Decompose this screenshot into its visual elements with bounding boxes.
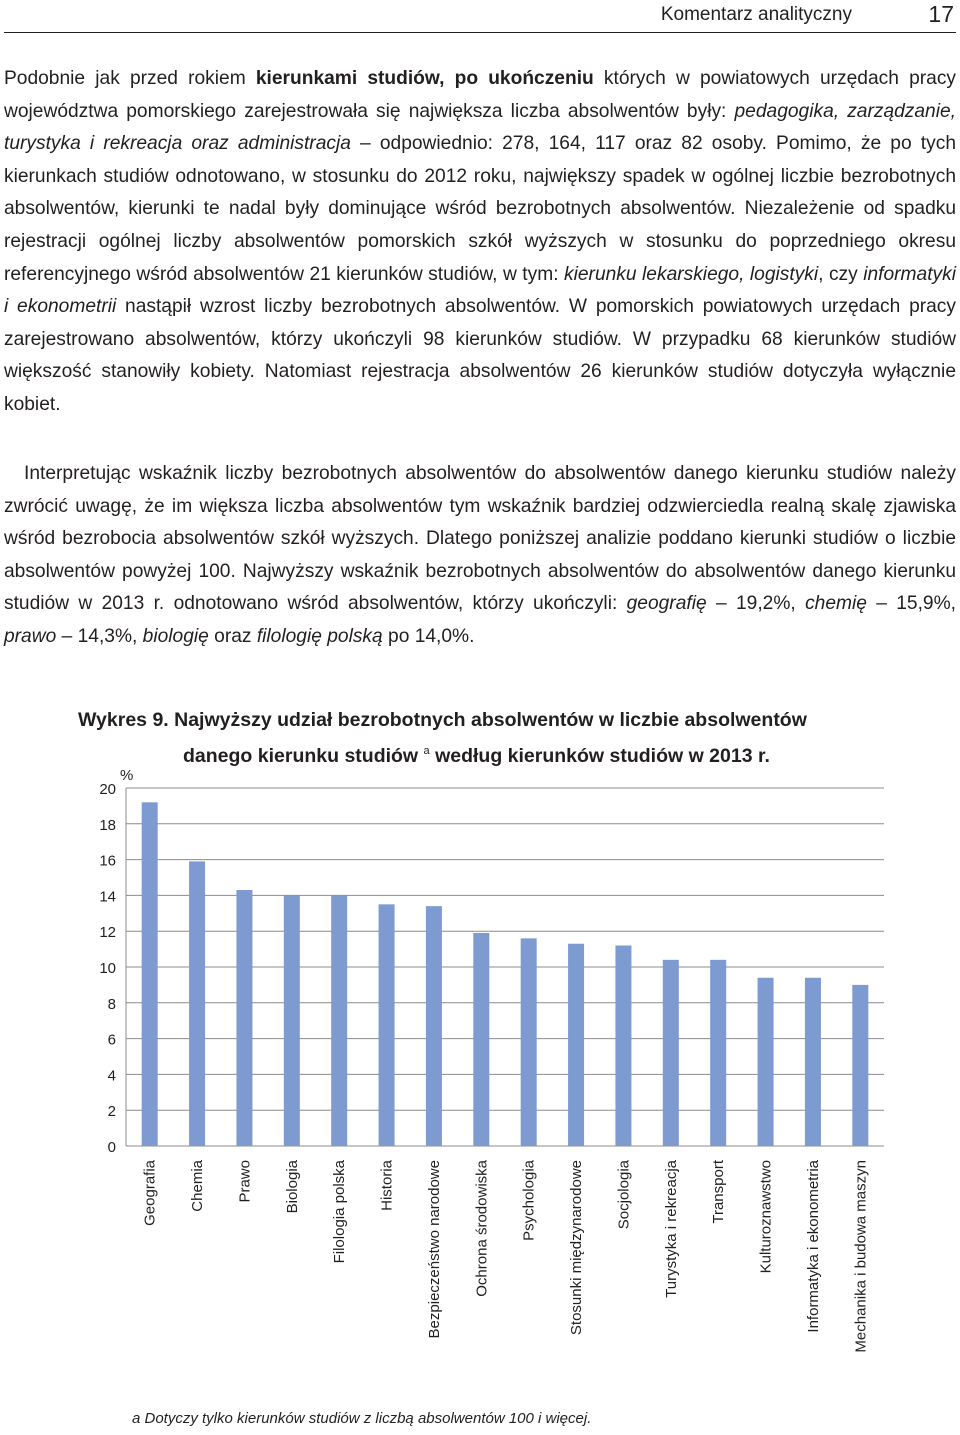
paragraph-2-segment-3: chemię <box>805 593 867 615</box>
y-axis-label: % <box>120 767 134 784</box>
bar-7 <box>426 906 442 1146</box>
chart-title-line-2-main: danego kierunku studiów <box>183 745 419 767</box>
paragraph-1-segment-5: kierunku lekarskiego, logistyki <box>564 263 819 285</box>
paragraph-2-segment-0: Interpretując wskaźnik liczby bezrobotnych absolwentów do absolwentów danego kierunku studiów należy zwrócić uwagę, że im większa liczba absolwentów tym wskaźnik bardziej odzwierciedla realną skalę zjawiska wśród bezrobocia absolwentów szkół wyższych. Dlatego poniższej analizie poddano kierunki studiów o liczbie absolwentów powyżej 100. Najwyższy wskaźnik bezrobotnych absolwentów do absolwentów danego kierunku studiów w 2013 r. odnotowano wśród absolwentów, którzy ukończyli: <box>4 463 956 615</box>
paragraph-1-segment-0: Podobnie jak przed rokiem <box>4 68 256 89</box>
x-tick-label-8: Ochrona środowiska <box>473 1160 491 1297</box>
paragraph-1-segment-8: nastąpił wzrost liczby bezrobotnych absolwentów. W pomorskich powiatowych urzędach pracy zarejestrowano absolwentów, którzy ukończyli 98 kierunków studiów. W przypadku 68 kierunków studiów większość stanowiły kobiety. Natomiast rejestracja absolwentów 26 kierunków studiów dotyczyła wyłącznie kobiet. <box>4 296 956 415</box>
y-tick-label-14: 14 <box>99 888 116 906</box>
paragraph-1-segment-1: kierunkami studiów, po ukończeniu <box>255 68 594 89</box>
x-tick-label-6: Historia <box>378 1160 396 1211</box>
chart-title-line-1: Wykres 9. Najwyższy udział bezrobotnych absolwentów w liczbie absolwentów <box>78 709 807 731</box>
y-tick-label-20: 20 <box>99 781 116 798</box>
bar-6 <box>379 904 395 1146</box>
bar-13 <box>710 960 726 1146</box>
x-tick-label-5: Filologia polska <box>331 1160 349 1264</box>
paragraph-2-segment-1: geografię <box>626 593 707 615</box>
chart-title-line-2-rest: według kierunków studiów w 2013 r. <box>429 745 770 767</box>
y-tick-label-12: 12 <box>99 924 116 942</box>
x-tick-label-13: Transport <box>710 1160 728 1224</box>
bar-2 <box>189 861 205 1146</box>
paragraph-1-segment-7: informatyki i ekonometrii <box>4 263 956 318</box>
x-tick-label-9: Psychologia <box>520 1160 538 1241</box>
bar-16 <box>852 985 868 1146</box>
paragraph-2-segment-10: po 14,0%. <box>382 625 475 647</box>
bar-12 <box>663 960 679 1146</box>
x-tick-label-10: Stosunki międzynarodowe <box>568 1160 586 1336</box>
bar-1 <box>142 802 158 1146</box>
x-tick-label-11: Socjologia <box>615 1160 633 1230</box>
y-tick-label-4: 4 <box>107 1067 116 1085</box>
paragraph-2-segment-4: – 15,9%, <box>866 593 956 615</box>
x-tick-label-4: Biologia <box>283 1160 301 1214</box>
paragraph-2-segment-2: – 19,2%, <box>706 593 806 615</box>
paragraph-2-segment-6: – 14,3%, <box>56 625 143 647</box>
paragraph-1-segment-6: , czy <box>818 263 864 285</box>
y-tick-label-18: 18 <box>99 816 116 834</box>
y-tick-label-0: 0 <box>107 1139 116 1156</box>
bar-8 <box>473 933 489 1146</box>
paragraph-1-segment-4: – odpowiednio: 278, 164, 117 oraz 82 osoby. Pomimo, że po tych kierunkach studiów odnotowano, w stosunku do 2012 roku, największy spadek w ogólnej liczbie bezrobotnych absolwentów, kierunki te nadal były dominujące wśród bezrobotnych absolwentów. Niezależenie od spadku rejestracji ogólnej liczby absolwentów pomorskich szkół wyższych w stosunku do poprzedniego okresu referencyjnego wśród absolwentów 21 kierunków studiów, w tym: <box>4 133 956 285</box>
bar-15 <box>805 978 821 1146</box>
bar-4 <box>284 895 300 1146</box>
bar-14 <box>758 978 774 1146</box>
paragraph-2-segment-8: oraz <box>208 625 257 647</box>
x-tick-label-15: Informatyka i ekonometria <box>804 1160 822 1333</box>
x-tick-label-1: Geografia <box>141 1160 159 1226</box>
page-number: 17 <box>928 1 954 27</box>
x-tick-label-7: Bezpieczeństwo narodowe <box>425 1160 443 1339</box>
x-tick-label-3: Prawo <box>236 1160 254 1203</box>
header-title: Komentarz analityczny <box>660 4 852 25</box>
x-tick-label-16: Mechanika i budowa maszyn <box>852 1160 870 1353</box>
bar-10 <box>568 944 584 1146</box>
bar-9 <box>521 938 537 1146</box>
y-tick-label-16: 16 <box>99 852 116 870</box>
x-tick-label-2: Chemia <box>189 1160 207 1212</box>
paragraph-2-segment-7: biologię <box>142 625 209 647</box>
bar-11 <box>615 946 631 1146</box>
x-tick-label-14: Kulturoznawstwo <box>757 1160 775 1274</box>
bar-5 <box>331 895 347 1146</box>
x-tick-label-12: Turystyka i rekreacja <box>662 1160 680 1298</box>
chart-footnote: a Dotyczy tylko kierunków studiów z liczbą absolwentów 100 i więcej. <box>132 1410 592 1427</box>
y-tick-label-8: 8 <box>107 995 116 1013</box>
y-tick-label-2: 2 <box>107 1103 116 1121</box>
bar-3 <box>236 890 252 1146</box>
y-tick-label-10: 10 <box>99 960 116 977</box>
y-tick-label-6: 6 <box>107 1031 116 1049</box>
paragraph-1-segment-2: których w powiatowych urzędach pracy województwa pomorskiego zarejestrowała się największa liczba absolwentów były: <box>4 68 957 122</box>
chart-title-footnote-marker: a <box>423 745 430 757</box>
paragraph-2-segment-5: prawo <box>4 625 57 647</box>
paragraph-1-segment-3: pedagogika, zarządzanie, turystyka i rekreacja oraz administracja <box>4 100 956 155</box>
paragraph-2-segment-9: filologię polską <box>256 625 383 647</box>
